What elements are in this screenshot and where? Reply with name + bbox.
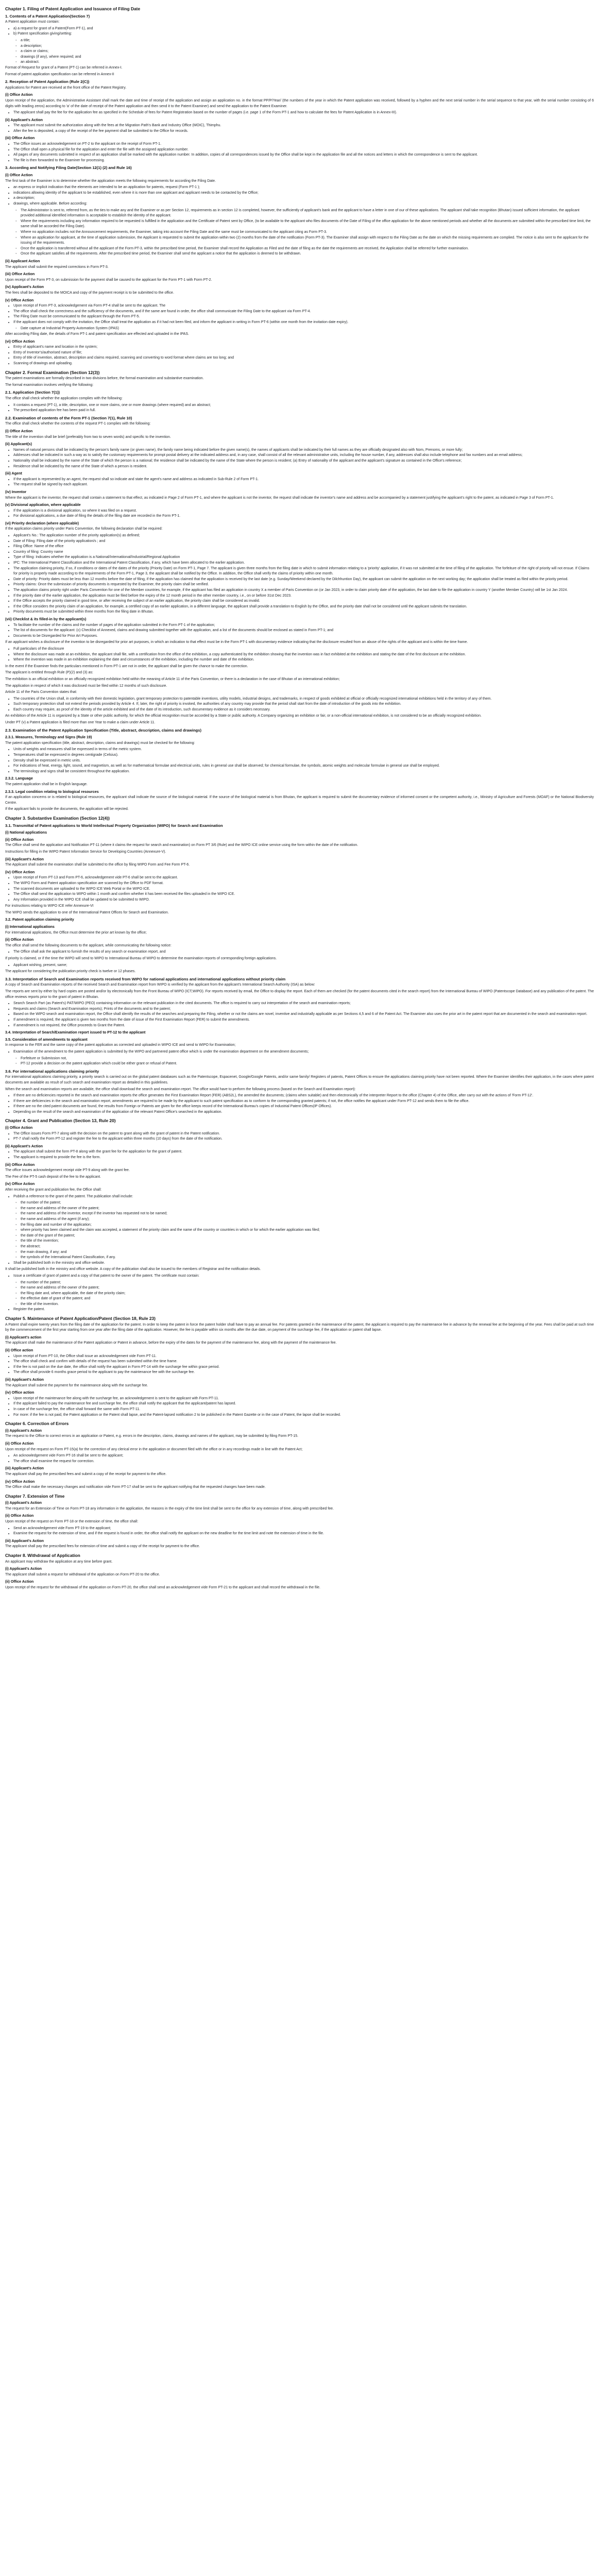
list-item: • Based on the WIPO search and examination report, the Office shall identify the results of the searches and preparing the Filing, whether or not the claims are novel, inventive and industrially applicable as per Sections 4,5 and 6 of the Patent Act. The Examiner also uses the prior art in the patent report that are documented in the search and examination report. [13,1012,594,1018]
list-item: • If the fee is not paid on the due date, the office shall notify the applicant in Form PT-14 with the surcharge fee within grace period. [13,1365,594,1370]
bullet-list [5,303,594,325]
subsection-heading: (ii) Office Action [5,1579,34,1584]
paragraph: It shall be published both in the ministry and office website. A copy of the publication shall also be issued to the members of Registrar and the notification details. [5,1267,261,1272]
paragraph: The reports are sent by either by hard copies are posted and/or by electronically from the Front Bureau of WIPO (ICT,WIPO). For reports received by email, the Office to display the report. Each of them are checked (for the patent documents cited in the search report) from the International Bureau of WIPO (Patentscope Database) and any publication of the patent. The office reviews reports prior to the grant of patent in Bhutan. [5,990,594,999]
list-item: • The Office shall send the application to WIPO within 1 month and confirm whether it has been received the files uploaded in the WIPO ICE. [13,892,594,897]
sub-list-item: ◦ a title; [5,38,594,44]
paragraph: If an application concerns or is related to biological resources, the applicant shall indicate the source of the biological material. If the source of the biological material is from Bhutan, the applicant is required to submit the documentary evidence of informed consent or the competent authority, i.e., Ministry of Agriculture and Forests (MOAF) or the National Biodiversity Centre. [5,795,594,805]
paragraph: The Fee of the PT-5 cash deposit of the fee to the applicant. [5,1175,101,1179]
subsection-heading: (iii) Agent [5,471,22,476]
paragraph: If the application claims priority under Paris Convention, the following declaration shall be required: [5,527,163,531]
sub-list-item: ◦ the name and address of the owner of the patent; [5,1285,594,1291]
section-heading: 2.3. Examination of the Patent Application Specification (Title, abstract, description, claims and drawings) [5,727,202,733]
subsection-heading: (i) International applications [5,924,55,929]
sub-list-item: ◦ Where an application for applicant, at the time of application submission, the Applicant is requested to submit the application within two (2) months from the date of the notification (Form PT-3). The Examiner shall assign with respect to the Filing Date as the date on which the missing requirements are complied. The notice is also sent to the applicant for the issuing of the requirements. [5,235,594,246]
list-item: • If the applicant failed to pay the maintenance fee and surcharge fee, the office shall notify the applicant that the applicant/patent has lapsed. [13,1401,594,1407]
bullet-list [5,1131,594,1142]
subsection-heading: (i) Applicant's action [5,1334,42,1340]
list-item: • After the fee is deposited, a copy of the receipt of the fee payment shall be submitted to the Office for records. [13,129,594,134]
subsection-heading: (ii) Applicant's Action [5,117,43,122]
paragraph: The title of the invention shall be brief (preferably from two to seven words) and specific to the invention. [5,435,171,439]
paragraph: The Applicant shall submit the examination shall be submitted to the office by filing WIPO Form and Fee Form PT-6. [5,863,190,867]
subsection-heading: (ii) Applicant Action [5,258,40,263]
paragraph: Applications for Patent are received at the front office of the Patent Registry. [5,86,127,90]
paragraph: The applicant shall submit a request for withdrawal of the application on Form PT-20 to the office. [5,1572,160,1577]
list-item: • The applicant is required to provide the fee is the form. [13,1155,594,1161]
paragraph: The applicant shall submit the required corrections in Form PT-3. [5,265,109,269]
paragraph: Article 11 of the Paris Convention states that: [5,690,77,694]
bullet-list [5,747,594,774]
paragraph: The applicant shall pay the prescribed fees for extension of time and submit a copy of the receipt for payment to the office. [5,1545,200,1549]
list-item: • Examination of the amendment to the patent application is submitted by the WIPO and partnered patent office which is under the examination department on the amendment documents; [13,1049,594,1055]
list-item: • Publish a reference to the grant of the patent. The publication shall include: [13,1194,594,1200]
list-item: • Priority claims: Once the submission of priority documents is requested by the Examiner, the priority claim shall be verified. [13,582,594,588]
sub-list-item: ◦ PT-12 provide a decision on the patent application which could be either grant or refusal of Patent. [5,1061,594,1067]
paragraph: The applicant shall make the maintenance of the Patent application or Patent in advance, before the expiry of the dates for the payment of the maintenance fee, along with the payment of the maintenance fee. [5,1341,337,1345]
section-heading: 3.3. Interpretation of Search and Examination reports received from WIPO for national applications and international applications without priority claim [5,976,286,981]
list-item: • Shall be published both in the ministry and office website. [13,1261,594,1266]
paragraph: The fees shall be deposited to the MOICA and copy of the payment receipt is to be submitted to the office. [5,291,174,295]
subsection-heading: (ii) Office Action [5,837,34,842]
paragraph: Upon receipt of the request for the withdrawal of the application on Form PT-20, the office shall send an acknowledgement vide Form PT-21 to the applicant and shall record the withdrawal in the file. [5,1586,320,1589]
sub-list-item: ◦ the date of the grant of the patent; [5,1233,594,1239]
sub-list-item: ◦ the filing date and, where applicable, the date of the priority claim; [5,1291,594,1297]
list-item: • If the Office accepts the priority claimed in good time, or after receiving the subject of an earlier application, the priority claim shall be considered as invalid. [13,599,594,604]
list-item: • Priority documents must be submitted within three months from the filing date in Bhutan. [13,609,594,615]
subsection-heading: (i) Applicant's Action [5,1428,42,1433]
list-item: • Documents to be Disregarded for Prior Art Purposes. [13,634,594,639]
list-item: • The Office shall open a physical file for the application and enter the file with the assigned application number. [13,147,594,153]
sub-list-item: ◦ the name and address of the owner of the patent; [5,1206,594,1212]
list-item: • The list of documents for the applicant: (c) Checklist of Annexed, claims and drawing submitted together with the application, and a list of the documents should be enclosed as stated in Form PT-1; and [13,628,594,634]
subsection-heading: (iv) Office Action [5,869,35,874]
sub-list-item: ◦ a claim or claims; [5,49,594,55]
list-item: • PT-7 shall notify the Form PT-12 and register the fee to the applicant within three months (10 days) from the date of the notification. [13,1137,594,1142]
subsection-heading: (iii) Office Action [5,1162,35,1167]
bullet-list [5,185,594,207]
list-item: • If there are no the cited patent documents are found, the results from Foreign or Patents are given for the office keeps record of the International Bureau's copies of Industrial Patent Offices(IP Offices). [13,1104,594,1110]
list-item: • Density shall be expressed in metric units. [13,758,594,764]
list-item: • The request shall be signed by each applicant. [13,482,594,488]
list-item: • Temperatures shall be expressed in degrees centigrade (Celsius). [13,753,594,758]
sub-list-item: ◦ the main drawing, if any; and [5,1250,594,1256]
subsection-heading: (iii) Applicant's Action [5,1466,44,1471]
list-item: • The office shall check the correctness and the sufficiency of the documents, and if the same are found in order, the office shall communicate the Filing Date to the applicant via Form PT-4. [13,309,594,315]
list-item: • Date of priority: Priority dates must be less than 12 months before the date of filing, if the application has claimed that the application is received by the last date (e.g. Sunday/Weekend declared by the Dilchhuntion Day), the applicant can submit the application on the next working day; the application shall be treated as filed within the priority period. [13,577,594,583]
list-item: • Date of Filing: Filing date of the priority application/s ; and [13,539,594,545]
paragraph: The WIPO sends the application to one of the International Patent Offices for Search and Examination. [5,910,169,914]
subsection-heading: (i) Office Action [5,173,33,178]
sub-list-item: ◦ The Administrator is sent to, referred from, as the ties to make any and the Examiner or as per Section 12, requirements as in section 12 is completed, however, the sufficiently of applicant's bank and the applicant to have a letter in one of our of these applications. The applicant shall take recognition (Bhutan) issued sufficient information, the applicant provided additional identified information is acceptable to establish the identity of the applicant. [5,208,594,219]
sub-list-item: ◦ the name and address of the agent (if any); [5,1217,594,1223]
list-item: • Scanning of drawings and uploading. [13,361,594,367]
chapter-heading: Chapter 8. Withdrawal of Application [5,1553,80,1558]
document [5,6,594,1591]
list-item: • Upon receipt of Form PT-10, the Office shall issue an acknowledgement vide Form PT-11. [13,1354,594,1360]
paragraph: Format of patent application specification can be referred in Annex-II [5,72,114,76]
bullet-list [5,1396,594,1418]
list-item: • Entry of title of invention, abstract, description and claims required, scanning and converting to word format where claims are too long; and [13,355,594,361]
paragraph: The office shall send the following documents to the applicant, while communicating the following notice: [5,943,172,947]
list-item: • All pages of any documents submitted in respect of an application shall be marked with the application number. In addition, copies of all correspondences issued by the Office shall be kept in the application file and all the notices and letters in which the correspondence is sent to the applicant. [13,152,594,158]
list-item: • Depending on the result of the search and examination of the application of the relevant Patent Office's searched in the application. [13,1110,594,1115]
paragraph: The office shall check whether the application complies with the following: [5,397,123,400]
bullet-list [5,647,594,663]
paragraph: Instructions for filling in the WIPO Patent Information Service for Developing Countries (Annexure-V). [5,850,166,854]
list-item: • An acknowledgement vide Form PT-16 shall be sent to the applicant; [13,1453,594,1459]
list-item: • Type of filing: Indicates whether the application is a National/Internatiional/Industrial/Regional Application [13,555,594,561]
paragraph: The Office shall send the application and Notification PT-11 (where it claims the request for search and examination) on Form PT 3/6 (Rule) and the WIPO ICE online service using the form within the date of the notification. [5,843,358,848]
sub-list-item: ◦ the abstract; [5,1244,594,1250]
document-title: Chapter 1. Filing of Patent Application and Issuance of Filing Date [5,6,141,11]
paragraph: Upon receipt of the application, the Administrative Assistant shall mark the date and time of receipt of the application and assign an application no. in the format PP/P/Year/ (the numbers of the year in which the Patent application was received, followed by a hyphen and the next serial number in the serial sequence to that year, with the serial number consisting of 6 digits with leading zeros) according to 'a' of the date of receipt of the Patent application and then send it to the Patent Examiner) and send the application to the Patent Examiner. [5,98,594,108]
list-item: • To facilitate the number of the claims and the number of pages of the application submitted in the Form PT-1 of the application; [13,623,594,629]
bullet-list [5,963,594,969]
paragraph: The request for an Extension of Time on Form PT-18 any information in the application, the reasons in the expiry of the time limit shall be sent to the office for any extension of time, along with prescribed fee. [5,1506,334,1511]
list-item: • If there are deficiencies in the search and examination report, amendments are required to be made by the applicant to such patent specification as to conform to the corresponding granted patents; if not, the office notifies the applicant under Form PT-12 and sends them to file the office. [13,1099,594,1105]
bullet-list [5,697,594,713]
list-item: • Register the patent. [13,1307,594,1313]
bullet-list [5,477,594,488]
paragraph: The Applicant shall submit the payment for the maintenance along with the surcharge fee. [5,1383,148,1387]
bullet-list [5,142,594,163]
subsection-heading: 3.4. Interpretation of Search/Examination report issued to PT-12 to the applicant [5,1030,146,1035]
list-item: • a description; [13,196,594,201]
list-item: • The Office shall ask the applicant to furnish the results of any search or examination report, and [13,950,594,955]
sub-list-item: ◦ Date capture at Industrial Property Automation System (IPAS) [5,326,594,332]
list-item: • Upon receipt of Form PT-13 and Form PT-6, acknowledgement vide PT-6 shall be sent to the applicant. [13,875,594,881]
paragraph: When the search and examination reports are available, the office shall download the search and examination report. The office would have to perform the following process (based on the Search and Examination report): [5,1087,356,1091]
list-item: • If the applicant does not comply with the invitation, the Office shall treat the application as if it had not been filed, and inform the applicant in writing in Form PT-6 (within one month from the invitation date expiry). [13,320,594,326]
paragraph: The patent application specification (title, abstract, description, claims and drawings) must be checked for the following: [5,741,195,745]
paragraph: Where the applicant is the inventor, the request shall contain a statement to that effect, as indicated in Page 2 of Form PT-1, and where the applicant is not the inventor, the request shall indicate the inventor's name and address and be accompanied by a statement justifying the applicant's right to the patent, as indicated in Page 3 of Form PT-1. [5,496,554,500]
subsection-heading: (v) Divisional application, where applicable [5,502,81,507]
section-heading: 2.2. Examination of contents of the Form PT-1 (Section 7(1), Rule 10) [5,415,132,420]
subsection-heading: (vi) Priority declaration (where applicable) [5,520,79,526]
paragraph: The request to the Office to correct errors in an application or Patent, e.g. errors in the description, claims, drawings and names of the applicant, may be submitted by filing Form PT-15. [5,1434,299,1438]
list-item: • Country of filing: Country name [13,550,594,555]
paragraph: The formal examination involves verifying the following: [5,383,94,387]
subsection-heading: 2.3.1. Measures, Terminology and Signs (Rule 19) [5,735,92,740]
list-item: • The scanned documents are uploaded to the WIPO ICE Web Portal or the WIPO ICE. [13,887,594,892]
list-item: • The applicant shall submit the form PT-8 along with the grant fee for the application for the grant of patent. [13,1149,594,1155]
list-item: • Upon receipt of the maintenance fee along with the surcharge fee, an acknowledgement is sent to the applicant with Form PT-11. [13,1396,594,1402]
bullet-list [5,345,594,366]
subsection-heading: (i) Applicant's Action [5,1500,42,1505]
subsection-heading: (i) Office Action [5,92,33,97]
list-item: • The Office issues Form PT-7 along with the decision on the patent to grant along with the grant of patent in the Patent notification. [13,1131,594,1137]
sub-list-item: ◦ where priority has been claimed and the claim was accepted, a statement of the priority claim and the name of the country or countries in which or for which the earlier application was filed; [5,1228,594,1233]
paragraph: After receiving the grant and publication fee, the Office shall: [5,1188,102,1192]
chapter-heading: Chapter 4. Grant and Publication (Section 13, Rule 20) [5,1118,116,1124]
list-item: • The office shall examine the request for correction. [13,1459,594,1465]
bullet-list [5,623,594,639]
subsection-heading: (i) Office Action [5,1125,33,1130]
list-item: • Residence shall be indicated by the name of the State of which a person is resident. [13,464,594,470]
list-item: • Search Search Part (as Patent's) PAT/WIPO (PEO) containing information on the relevant publication in the cited documents. The office is required to carry out interpretation of the search and examination reports; [13,1001,594,1007]
list-item: • Such temporary protection shall not extend the periods provided by Article 4. If, later, the right of priority is invoked, the authorities of any country may provide that the period shall start from the date of introduction of the goods into the exhibition. [13,702,594,707]
list-item: • The application claims priority right under Paris Convention for one of the Member countries, for example, if the applicant has filed an application in country X a member of Paris Convention on (or Jan 2023, in order to claim priority date of the application, the last date to file the application in country Y (another Member Country) will be 1st Jan 2024. [13,588,594,594]
list-item: • In case of the surcharge fee, the office shall forward the same with Form PT-11. [13,1407,594,1413]
paragraph: The office shall check whether the contents of the request PT-1 complies with the following: [5,422,151,426]
subsection-heading: (ii) Applicant(s) [5,442,32,447]
subsection-heading: (iii) Office Action [5,135,35,141]
subsection-heading: (iii) Applicant's Action [5,1538,44,1543]
list-item: • The file is then forwarded to the Examiner for processing. [13,158,594,164]
bullet-list [5,1261,594,1266]
section-heading: 1. Contents of a Patent Application(Section 7) [5,13,90,19]
paragraph: The applicant shall pay the prescribed fees and submit a copy of the receipt for payment to the office. [5,1472,167,1476]
subsection-heading: (ii) Office Action [5,1513,34,1518]
list-item: • The application claiming priority, if so, if conditions or dates of the dates of the priority (Priority Date) on Form PT-1, Page 7. The applicant is given three months from the filing date in which to submit information relating to a 'priority' application, if it was not submitted at the time of filing of the application. The forfeiture of the right of priority will not ensue. If Claims for priority is properly made according to the requirements of the Form PT-1, Page 3, the applicant shall be notified by the Office. In addition, the Office shall verify the claims of priority within one month. [13,566,594,577]
bullet-list [5,1049,594,1055]
section-heading: 2. Reception of Patent Application (Rule 2(C)) [5,79,90,84]
paragraph: In the event if the Examiner finds the particulars mentioned in Form PT-1 are not in order, the applicant shall be given the chance to make the correction. [5,664,248,668]
bullet-list [5,1149,594,1160]
list-item: • Examine the request for the extension of time, and if the request is found in order, the office shall notify the applicant on the new deadline for the time limit and note the extension of time in the file. [13,1531,594,1537]
subsection-heading: (iv) Office action [5,1390,35,1395]
section-heading: 2.1. Application (Section 7(1)) [5,390,60,395]
subsection-heading: (ii) Office Action [5,1440,34,1446]
list-item: • Each country may require, as proof of the identity of the article exhibited and of the date of its introduction, such documentary evidence as it considers necessary. [13,707,594,713]
bullet-list [5,1194,594,1200]
list-item: • For divisional applications, a due date of filing the details of the filing date are recorded in the Form PT-1. [13,514,594,519]
list-item: • Requests and claims (Search and Examination reports); Prints of the documents and to the patent; [13,1007,594,1012]
subsection-heading: (ii) Office Action [5,937,34,942]
list-item: • Names of natural persons shall be indicated by the person's family name (or given name), the family name being indicated before the given name(s), the names of applicants shall be indicated by their full names as they are officially designated also with Nom, Prenoms, or more fully; [13,448,594,453]
sub-list-item: ◦ Where the requirements including any information required to be requested is fulfilled in the application and the Certificate of Patent sent by Office, (to be available to the applicant who files documents of the Date of Filing of the office application for the above mentioned periods and whether all the documents are submitted within the prescribed time limit, the same shall be accorded the Filing Date). [5,219,594,230]
paragraph: The Office shall make the necessary changes and notification vide Form PT-17 shall be sent to the applicant notifying that the requested changes have been made. [5,1485,266,1489]
subsection-heading: (ii) Applicant's Action [5,1143,43,1148]
paragraph: Format of Request for grant of a Patent (PT-1) can be referred in Annex-I. [5,65,123,70]
bullet-list [5,26,594,37]
list-item: • It contains a request (PT-1), a title, description, one or more claims, one or more drawings (where required) and an abstract; [13,403,594,409]
paragraph: A Patent application must contain: [5,20,60,24]
bullet-list [5,1274,594,1279]
bullet-list [5,1307,594,1313]
sub-list-item: ◦ the symbols of the International Patent Classification, if any. [5,1255,594,1261]
paragraph: Under PT (v) a Patent application is filed more than one Year to make a claim under Article 11. [5,721,156,725]
bullet-list [5,509,594,519]
list-item: • The prescribed application fee has been paid in full. [13,408,594,414]
list-item: • Where the disclosure was made at an exhibition, the applicant shall file, with a certification from the office of the exhibition, a copy authenticated by the exhibition showing that the invention was in fact exhibited at the exhibition and stating the date of the first disclosure at the exhibition. [13,652,594,658]
subsection-heading: (i) National applications [5,830,47,835]
list-item: • If the Office considers the priority claim of an application, for example, a certified copy of an earlier application, in a different language, the applicant shall provide a translation to English by the Office, and the priority date shall not be considered until the applicant submits the translation. [13,604,594,610]
list-item: • Entry of applicant's name and location in the system; [13,345,594,350]
list-item: • The Office issues an acknowledgement on PT-2 to the applicant on the receipt of Form PT-1. [13,142,594,147]
list-item: • If the priority date of the earlier application, the application must be filed before the expiry of the 12 month period in the other member country, i.e., on or before 31st Dec 2023. [13,594,594,599]
sub-list-item: ◦ Once the application is transferred without all the applicant of the Form PT-3, within the prescribed time period, the Examiner shall record the Application as Filed and the date of filing as the date the requirements are received, the Application shall be referred for further examination. [5,246,594,252]
paragraph: Upon receipt of the Form PT-3, on submission for the payment shall be caused to the applicant for the Form PT-1 with Form PT-2. [5,278,212,282]
bullet-list [5,1093,594,1115]
list-item: • For more: if the fee is not paid, the Patent application or the Patent shall lapse, and the Patent-lapsed notification 2 to be published in the Patent Gazette or in the case of Patent, the lapse shall be recorded. [13,1413,594,1418]
subsection-heading: 2.3.2. Language [5,776,33,781]
paragraph: The applicant is entitled through Rule (P)(2) and (3) as: [5,671,93,675]
paragraph: The applicant for considering the publication priority check is twelve or 12 phases. [5,970,136,974]
list-item: • Upon receipt of Form PT-3, acknowledgement via Form PT-4 shall be sent to the applicant. The [13,303,594,309]
bullet-list [5,123,594,134]
subsection-heading: (vi) Office Action [5,338,35,344]
list-item: • drawings, where applicable. Before according: [13,201,594,207]
paragraph: The patent application shall be in English language. [5,783,88,786]
sub-list-item: ◦ an abstract. [5,60,594,65]
list-item: • an express or implicit indication that the elements are intended to be an application for patents, request (Form PT-1 ); [13,185,594,191]
sub-list-item: ◦ the title of the invention. [5,1302,594,1308]
paragraph: In response to the FER and the same copy of the patent application as corrected and uploaded in WIPO ICE and send to WIPO for Examination; [5,1043,236,1047]
sub-list-item: ◦ the name and address of the inventor, except if the inventor has requested not to be named; [5,1211,594,1217]
bullet-list [5,875,594,903]
paragraph: If priority is claimed, or if the time the WIPO will send to WIPO to International Bureau of WIPO to determine the examination reports of corresponding foreign applications. [5,957,277,961]
list-item: • Units of weights and measures shall be expressed in terms of the metric system. [13,747,594,753]
list-item: • The office shall check and confirm with details of the request has been submitted within the time frame. [13,1359,594,1365]
list-item: • a) a request for grant of a Patent(Form PT-1), and [13,26,594,32]
list-item: • The applicant must submit the authorization along with the fees at the Migration Path's Bank and Industry Office (MOIC), Thimphu. [13,123,594,129]
paragraph: A Patent shall expire twenty years from the filing date of the application for the patent. In order to keep the patent in force the patent holder shall have to pay an annual fee. For patents granted in the maintenance of the patent, the applicant is required to pay the maintenance fee in advance by the renewal fee at the beginning of the year. Fees shall be paid at such time by the commencement of the first year starting from one year after the filing date of the application. However, the fee is payable within six months after the due date, on payment of the surcharge fee, if the application or patent shall lapse. [5,1323,594,1332]
list-item: • Where the invention was made in an exhibition explaining the date and circumstances of the exhibition, including the number and date of the exhibition. [13,657,594,663]
sub-list-item: ◦ the number of the patent; [5,1280,594,1286]
list-item: • Send an acknowledgement vide Form PT-19 to the applicant; [13,1526,594,1532]
list-item: • Nationality shall be indicated by the name of the State of which the person is a national; the residence shall be indicated by the name of the State where the person is resident; (a) Entry of nationality of the applicant and the applicant's signature as contained in the Office's reference; [13,459,594,464]
list-item: • Applicant's No.: The application number of the priority application(s) as defined; [13,533,594,539]
subsection-heading: (ii) Office action [5,1348,33,1353]
subsection-heading: (vii) Checklist & its filled-in by the applicant(s) [5,616,87,621]
list-item: • Filing Office: Name of the office [13,544,594,550]
bullet-list [5,448,594,469]
bullet-list [5,1354,594,1376]
sub-list-item: ◦ Where no application includes not the Announcement requirements, the Examiner, taking into account the Filing Date and the same must be communicated to the applicant citing as Form PT-3. [5,230,594,235]
bullet-list [5,1001,594,1028]
paragraph: Upon receipt of the request on Form PT-18 or the extension of time, the office shall: [5,1520,139,1524]
subsection-heading: 2.3.3. Legal condition relating to biological resources [5,789,99,794]
subsection-heading: (iii) Applicant's Action [5,856,44,861]
document-body [5,14,594,1591]
list-item: • The WIPO Form and Patent application specification are scanned by the Office to PDF format. [13,881,594,887]
subsection-heading: (i) Office Action [5,428,33,433]
list-item: • The office shall provide 6 months grace period to the applicant to pay the maintenance fee with the surcharge fee. [13,1370,594,1376]
section-heading: 3. According and Notifying Filing Date(Section 12(1) (2) and Rule 16) [5,165,132,171]
paragraph: The application in respect of which it was disclosed must be filed within 12 months of such disclosure. [5,684,167,688]
paragraph: An applicant may withdraw the application at any time before grant. [5,1560,113,1564]
paragraph: Upon receipt of the request on Form PT-15(a) for the correction of any clerical error in the application or document filed with the office or in any recordings made in line with the Patent Act; [5,1447,303,1451]
bullet-list [5,1526,594,1537]
sub-list-item: ◦ Once the applicant satisfies all the requirements. After the prescribed time period, the Examiner shall send the applicant a notice that the application is deemed to be withdrawn. [5,251,594,257]
list-item: • IPC: The International Patent Classification and the International Patent Classification, if any, which have been allocated to the earlier application. [13,561,594,566]
sub-list-item: ◦ drawings (if any), where required; and [5,55,594,60]
list-item: • b) Patent specification giving/setting: [13,31,594,37]
subsection-heading: (i) Applicant's Action [5,1566,42,1571]
section-heading: 3.1. Transmittal of Patent applications to World Intellectual Property Organization (WIPO) for Search and Examination [5,823,223,828]
list-item: • If amendment is required, the applicant is given two months from the date of issue of the First Examination Report (FER) to submit the amendments. [13,1018,594,1023]
paragraph: The first task of the Examiner is to determine whether the application meets the following requirements for according the Filing Date. [5,179,216,183]
list-item: • The countries of the Union shall, in conformity with their domestic legislation, grant temporary protection to patentable inventions, utility models, industrial designs, and trademarks, in respect of goods exhibited at official or officially recognized international exhibitions held in the territory of any of them. [13,697,594,702]
list-item: • The Filing Date must be communicated to the applicant through the Form PT-5. [13,314,594,320]
subsection-heading: (iv) Inventor [5,489,27,494]
sub-list-item: ◦ the filing date and number of the application; [5,1223,594,1228]
paragraph: The office issues acknowledgement receipt vide PT-9 along with the grant fee. [5,1168,130,1173]
subsection-heading: 3.2. Patent application claiming priority [5,917,74,922]
paragraph: If an applicant wishes a disclosure of the invention to be disregarded for prior art purposes, in which an indication to that effect must be in the Form PT-1 with documentary evidence indicating that the disclosure resulted from an abuse of the rights of the applicant and is within the time frame. [5,640,468,645]
subsection-heading: (v) Office Action [5,297,34,302]
list-item: • Full particulars of the disclosure [13,647,594,652]
sub-list-item: ◦ the number of the patent; [5,1200,594,1206]
paragraph: If the applicant fails to provide the documents, the application will be rejected. [5,807,129,811]
bullet-list [5,403,594,414]
paragraph: After according Filing date, the details of Form PT-1 and patent specification are effected and uploaded in the IPAS. [5,332,189,336]
chapter-heading: Chapter 6. Correction of Errors [5,1421,69,1427]
list-item: • Applicant wishing, present, same; [13,963,594,969]
paragraph: The exhibition is an official exhibition or an officially recognized exhibition held within the meaning of Article 11 of the Paris Convention, or there is a declaration in the case of Bhutan of an international exhibition; [5,677,340,681]
subsection-heading: 3.5. Consideration of amendments to applicant [5,1037,88,1042]
subsection-heading: (iv) Office Action [5,1181,35,1187]
list-item: • Addresses shall be indicated in such a way as to satisfy the customary requirements for prompt postal delivery at the indicated address and, in any case, shall consist of all the relevant administrative units, including the house number, if any, addresses shall also include telephone and fax numbers and an email address; [13,453,594,459]
list-item: • The terminology and signs shall be consistent throughout the application. [13,769,594,775]
list-item: • For indications of heat, energy, light, sound, and magnetism, as well as for mathematical formulae and electrical units, rules in general use shall be observed; for chemical formulae, the symbols, atomic weights and molecular formulae in general use shall be employed. [13,764,594,769]
list-item: • Any Information provided in the WIPO ICE shall be updated to be submitted to WIPO. [13,897,594,903]
paragraph: For instructions relating to WIPO ICE refer Annexure-VI [5,904,94,908]
subsection-heading: (iv) Office Action [5,1479,35,1484]
chapter-heading: Chapter 5. Maintenance of Patent Application/Patent (Section 18, Rule 23) [5,1316,156,1321]
sub-list-item: ◦ a description; [5,44,594,49]
section-heading: 3.6. For international applications claiming priority [5,1069,99,1074]
list-item: • If amendment is not required, the Office proceeds to Grant the Patent. [13,1023,594,1029]
subsection-heading: (iii) Office Action [5,272,35,277]
paragraph: An exhibition of the Article 11 is organized by a State or other public authority, for which the official recognition must be accorded by a State or public authority. A Company organizing an exhibition or fair, or a non-official international exhibition, is not considered to be an officially recognized exhibition. [5,714,482,718]
bullet-list [5,110,594,116]
list-item: • The applicant shall pay the fee for the application fee as specified in the Schedule of fees for Patent Registration based on the number of pages (i.e. page 1 of the Form PT-1 and how to calculate the fees for Patent Application is in Annex-III). [13,110,594,116]
sub-list-item: ◦ the title of the invention; [5,1239,594,1244]
chapter-heading: Chapter 3. Substantive Examination (Section 12(4)) [5,815,110,821]
bullet-list [5,533,594,615]
list-item: • If there are no deficiencies reported in the search and examination reports the office generates the First Examination Report (FER) (ABS2L), the amended the documents; (claims when suitable) and then electronically of the interpreter Report to the office (Chapter 4) of the Office, after carry out with the actions of 'Form PT-12'. [13,1093,594,1099]
list-item: • Issue a certificate of grant of patent and a copy of that patent to the owner of the patent. The certificate must contain: [13,1274,594,1279]
paragraph: A copy of Search and Examination reports of the received Search and Examination report from WIPO is verified by the applicant from the applicant's International Search Authority (ISA) as below: [5,983,315,987]
paragraph: The patent examinations are formally described in two divisions before, the formal examination and substantive examination. [5,377,204,381]
list-item: • Entry of Inventor's/authorised nature of file; [13,350,594,356]
subsection-heading: (iii) Applicant's Action [5,1377,44,1382]
list-item: • If the application is a divisional application, so where it was filed on a request. [13,509,594,514]
list-item: • If the applicant is represented by an agent, the request shall so indicate and state the agent's name and address as indicated in Sub-Rule 2 of Form PT-1. [13,477,594,483]
list-item: • indications allowing identity of the applicant to be established, even where it is more than one applicant and applicant needs to be contacted by the Office; [13,191,594,196]
bullet-list [5,1453,594,1464]
paragraph: For international applications claiming priority, a priority search is carried out on the global patent databases such as the Patentscope, Espacenet, Google/Google Patents, and/or same family/ Registers of patents, Patent Offices to ensure the applications claiming priority have not been reported. Where the Examiner identifies their application, in the cases where patent documents are available as result of such search and examination report as detailed in this guidelines. [5,1075,594,1084]
bullet-list [5,950,594,955]
paragraph: For international applications, the Office must determine the prior art known by the office; [5,930,147,935]
sub-list-item: ◦ Forfeiture or Submission not, [5,1056,594,1062]
chapter-heading: Chapter 2. Formal Examination (Section 12(3)) [5,369,100,375]
sub-list-item: ◦ the effective date of grant of the patent; and [5,1296,594,1302]
chapter-heading: Chapter 7. Extension of Time [5,1493,65,1499]
subsection-heading: (iv) Applicant's Action [5,284,44,290]
